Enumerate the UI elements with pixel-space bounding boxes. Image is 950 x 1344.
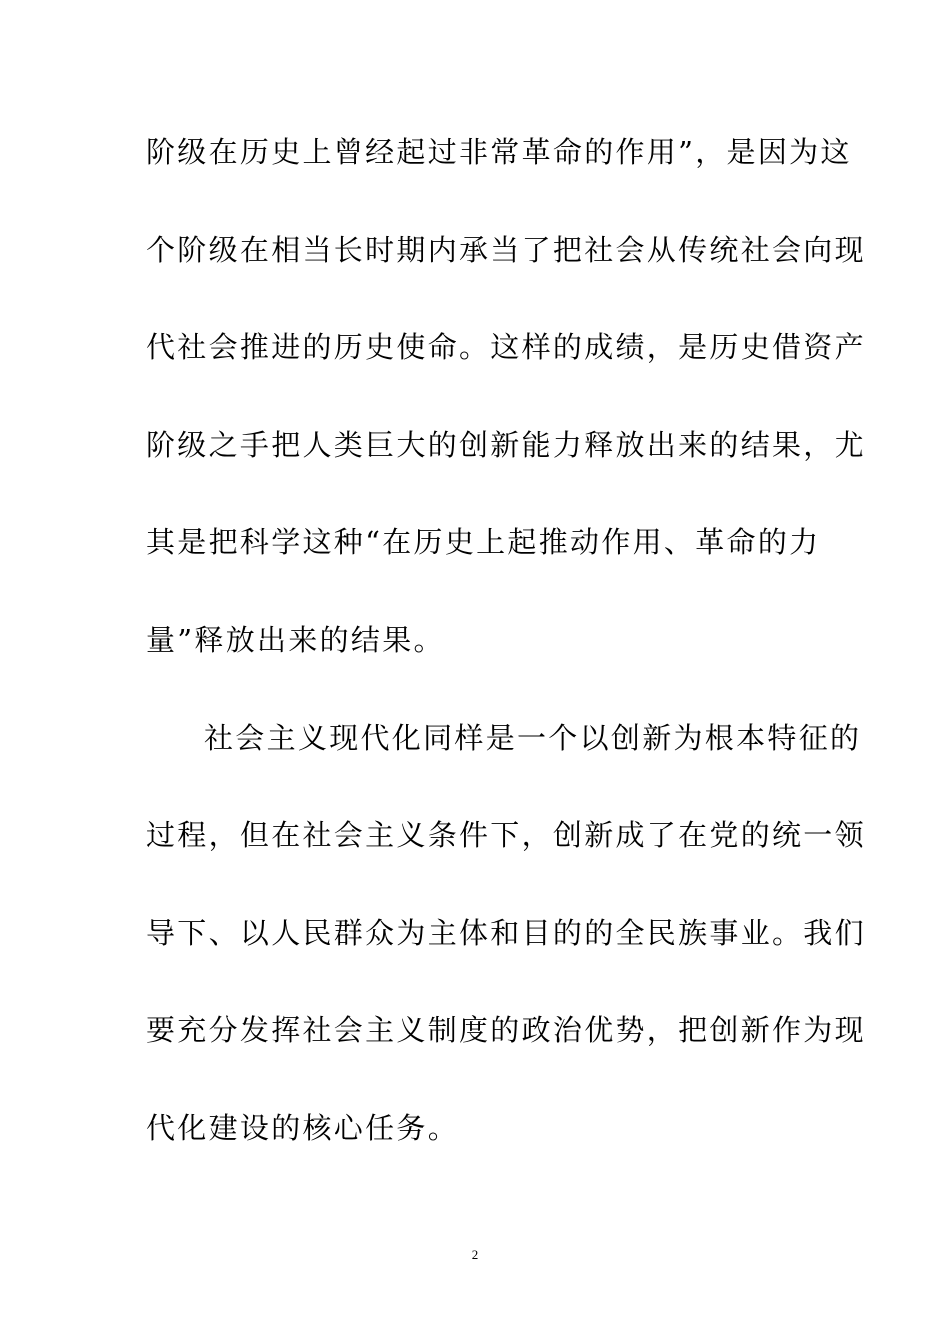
text-line: 过程，但在社会主义条件下，创新成了在党的统一领 (146, 818, 866, 853)
text-line: 阶级在历史上曾经起过非常革命的作用”，是因为这 (146, 135, 852, 169)
text-line: 代社会推进的历史使命。这样的成绩，是历史借资产 (146, 330, 866, 365)
text-line: 量”释放出来的结果。 (146, 622, 445, 657)
text-line: 要充分发挥社会主义制度的政治优势，把创新作为现 (146, 1013, 866, 1048)
page-number: 2 (471, 1247, 479, 1262)
text-line: 其是把科学这种“在历史上起推动作用、革命的力 (146, 525, 821, 560)
body-text (146, 122, 866, 1196)
text-line: 社会主义现代化同样是一个以创新为根本特征的 (204, 720, 862, 755)
text-line: 导下、以人民群众为主体和目的的全民族事业。我们 (146, 915, 866, 950)
text-line: 个阶级在相当长时期内承当了把社会从传统社会向现 (146, 232, 866, 267)
text-line: 代化建设的核心任务。 (146, 1110, 460, 1145)
text-line: 阶级之手把人类巨大的创新能力释放出来的结果，尤 (146, 427, 866, 462)
